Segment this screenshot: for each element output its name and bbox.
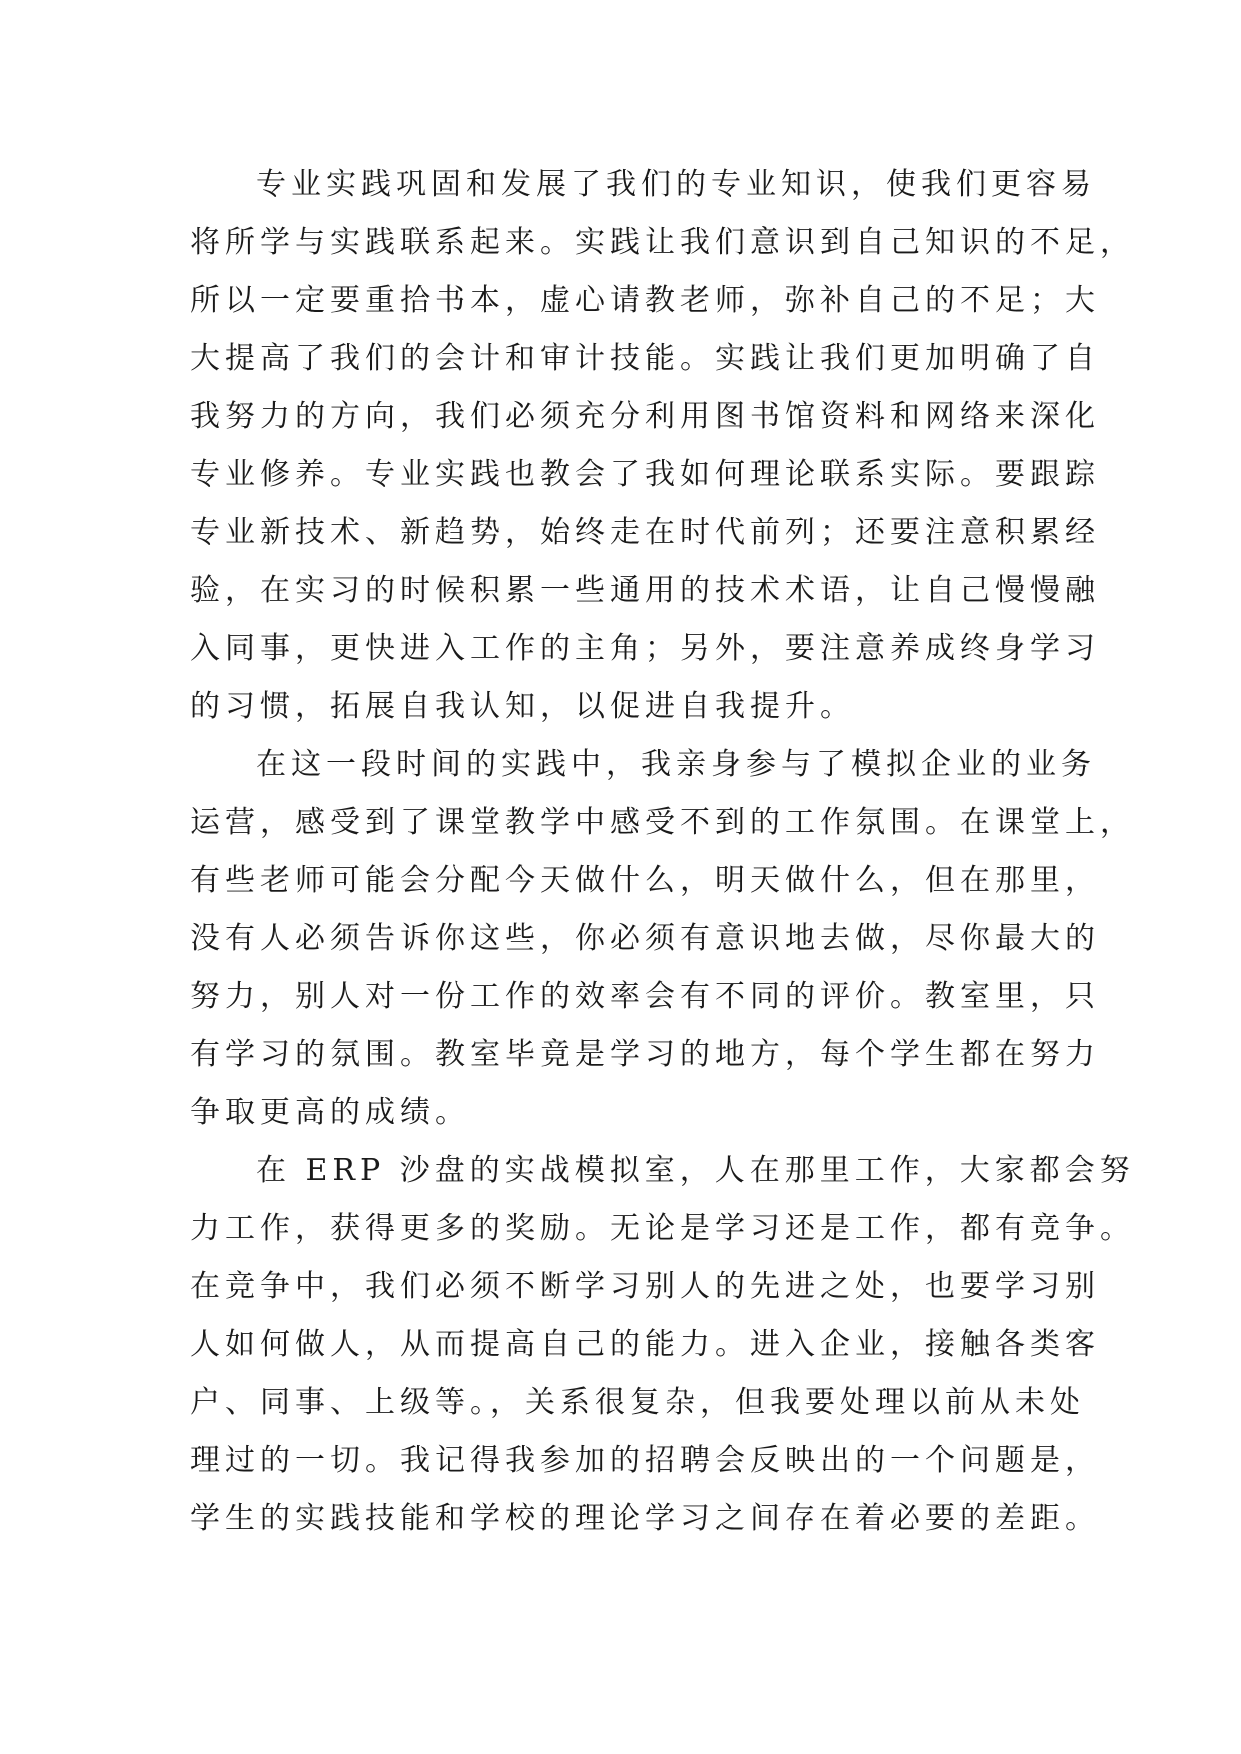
paragraph-line: 在 ERP 沙盘的实战模拟室，人在那里工作，大家都会努: [256, 1153, 1135, 1188]
paragraph-line: 没有人必须告诉你这些，你必须有意识地去做，尽你最大的: [190, 921, 1100, 956]
paragraph-line: 学生的实践技能和学校的理论学习之间存在着必要的差距。: [190, 1501, 1100, 1536]
paragraph-line: 将所学与实践联系起来。实践让我们意识到自己知识的不足，: [190, 225, 1135, 260]
paragraph-line: 大提高了我们的会计和审计技能。实践让我们更加明确了自: [190, 341, 1100, 376]
paragraph-line: 理过的一切。我记得我参加的招聘会反映出的一个问题是，: [190, 1443, 1100, 1478]
paragraph-line: 专业实践巩固和发展了我们的专业知识，使我们更容易: [256, 167, 1096, 202]
document-body: [190, 156, 1135, 1548]
paragraph-line: 专业修养。专业实践也教会了我如何理论联系实际。要跟踪: [190, 457, 1100, 492]
paragraph-3: [190, 1142, 1135, 1548]
paragraph-2: [190, 736, 1135, 1142]
paragraph-line: 所以一定要重拾书本，虚心请教老师，弥补自己的不足；大: [190, 283, 1100, 318]
paragraph-line: 专业新技术、新趋势，始终走在时代前列；还要注意积累经: [190, 515, 1100, 550]
paragraph-line: 的习惯，拓展自我认知，以促进自我提升。: [190, 689, 855, 724]
paragraph-line: 在竞争中，我们必须不断学习别人的先进之处，也要学习别: [190, 1269, 1100, 1304]
paragraph-line: 入同事，更快进入工作的主角；另外，要注意养成终身学习: [190, 631, 1100, 666]
paragraph-line: 有些老师可能会分配今天做什么，明天做什么，但在那里，: [190, 863, 1100, 898]
paragraph-line: 我努力的方向，我们必须充分利用图书馆资料和网络来深化: [190, 399, 1100, 434]
paragraph-line: 争取更高的成绩。: [190, 1095, 470, 1130]
paragraph-1: [190, 156, 1135, 736]
paragraph-line: 人如何做人，从而提高自己的能力。进入企业，接触各类客: [190, 1327, 1100, 1362]
paragraph-line: 在这一段时间的实践中，我亲身参与了模拟企业的业务: [256, 747, 1096, 782]
paragraph-line: 运营，感受到了课堂教学中感受不到的工作氛围。在课堂上，: [190, 805, 1135, 840]
paragraph-line: 验，在实习的时候积累一些通用的技术术语，让自己慢慢融: [190, 573, 1100, 608]
paragraph-line: 努力，别人对一份工作的效率会有不同的评价。教室里，只: [190, 979, 1100, 1014]
paragraph-line: 户、同事、上级等。，关系很复杂，但我要处理以前从未处: [190, 1385, 1085, 1420]
paragraph-line: 有学习的氛围。教室毕竟是学习的地方，每个学生都在努力: [190, 1037, 1100, 1072]
paragraph-line: 力工作，获得更多的奖励。无论是学习还是工作，都有竞争。: [190, 1211, 1135, 1246]
